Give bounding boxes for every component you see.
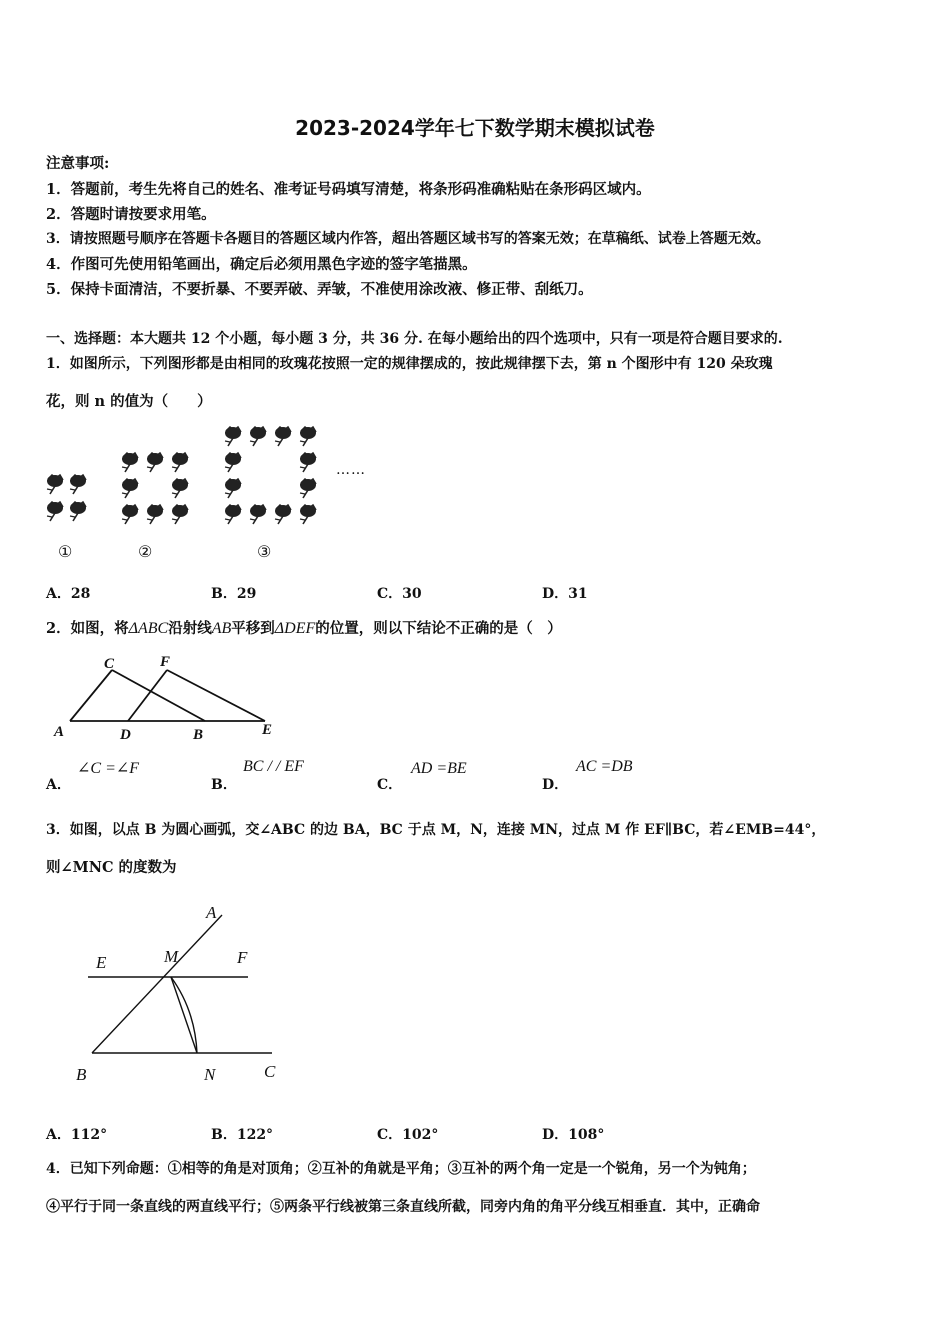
option-d-math: AC =DB [576,758,633,775]
option-b: B．122° [211,1127,274,1143]
translation-diagram [40,650,290,745]
label-e: E [96,953,107,972]
q2-text-part: 平移到 [231,620,275,637]
label-b: B [193,727,204,743]
option-a: A． [46,777,71,793]
figure-label: ③ [257,542,272,561]
question-1-text: 1．如图所示，下列图形都是由相同的玫瑰花按照一定的规律摆成的，按此规律摆下去，第 n 个图形中有 120 朵玫瑰 [46,356,773,372]
option-a: A．112° [46,1127,108,1143]
label-d: D [120,727,131,743]
ellipsis: …… [336,462,366,478]
option-d: D．108° [542,1127,605,1143]
option-c: C．30 [377,586,422,602]
label-c: C [264,1062,276,1081]
q2-math: ΔABC [128,620,169,637]
label-a: A [54,724,65,740]
question-1-text: 花，则 n 的值为（ ） [46,393,212,410]
notice-item: 2．答题时请按要求用笔。 [46,206,216,223]
question-4-text: ④平行于同一条直线的两直线平行；⑤两条平行线被第三条直线所截，同旁内角的角平分线互相垂直．其中，正确命 [46,1199,760,1215]
q2-math: ΔDEF [274,620,316,637]
label-a: A [206,903,217,922]
label-n: N [204,1065,216,1084]
question-4-text: 4．已知下列命题：①相等的角是对顶角；②互补的角就是平角；③互补的两个角一定是一个锐角，另一个为钝角； [46,1161,756,1177]
option-c: C． [377,777,403,793]
q2-text-part: 的位置，则以下结论不正确的是（ ） [315,620,562,637]
option-b: B．29 [211,586,257,602]
section-heading: 一、选择题：本大题共 12 个小题，每小题 3 分，共 36 分. 在每小题给出的四个选项中，只有一项是符合题目要求的. [46,331,783,347]
notice-item: 3．请按照题号顺序在答题卡各题目的答题区域内作答，超出答题区域书写的答案无效；在草稿纸、试卷上答题无效。 [46,231,770,247]
page-title: 2023-2024学年七下数学期末模拟试卷 [295,116,655,140]
option-d: D．31 [542,586,588,602]
rose-pattern-figure [40,420,380,570]
label-m: M [164,947,179,966]
option-c: C．102° [377,1127,439,1143]
notice-item: 4．作图可先使用铅笔画出，确定后必须用黑色字迹的签字笔描黑。 [46,256,477,273]
option-c-math: AD =BE [411,760,467,777]
question-3-text: 3．如图，以点 B 为圆心画弧，交∠ABC 的边 BA，BC 于点 M，N，连接 MN，过点 M 作 EF∥BC，若∠EMB=44°， [46,822,826,838]
q2-text-part: 沿射线 [168,620,212,637]
notice-heading: 注意事项: [46,155,110,172]
question-3-text: 则∠MNC 的度数为 [46,859,177,876]
option-a: A．28 [46,586,91,602]
figure-label: ① [58,542,73,561]
arc-angle-diagram [70,900,290,1090]
label-b: B [76,1065,87,1084]
label-e: E [262,722,273,738]
option-d: D． [542,777,569,793]
notice-item: 5．保持卡面清洁，不要折暴、不要弄破、弄皱，不准使用涂改液、修正带、刮纸刀。 [46,281,593,298]
option-a-math: ∠C =∠F [77,760,140,777]
q2-text-part: 2．如图，将 [46,620,129,637]
option-b-math: BC / / EF [243,758,304,775]
label-c: C [104,656,115,672]
figure-label: ② [138,542,153,561]
question-2-text [46,617,562,638]
notice-item: 1．答题前，考生先将自己的姓名、准考证号码填写清楚，将条形码准确粘贴在条形码区域内。 [46,181,651,198]
option-b: B． [211,777,237,793]
label-f: F [160,654,171,670]
label-f: F [237,948,248,967]
q2-math: AB [211,620,232,637]
